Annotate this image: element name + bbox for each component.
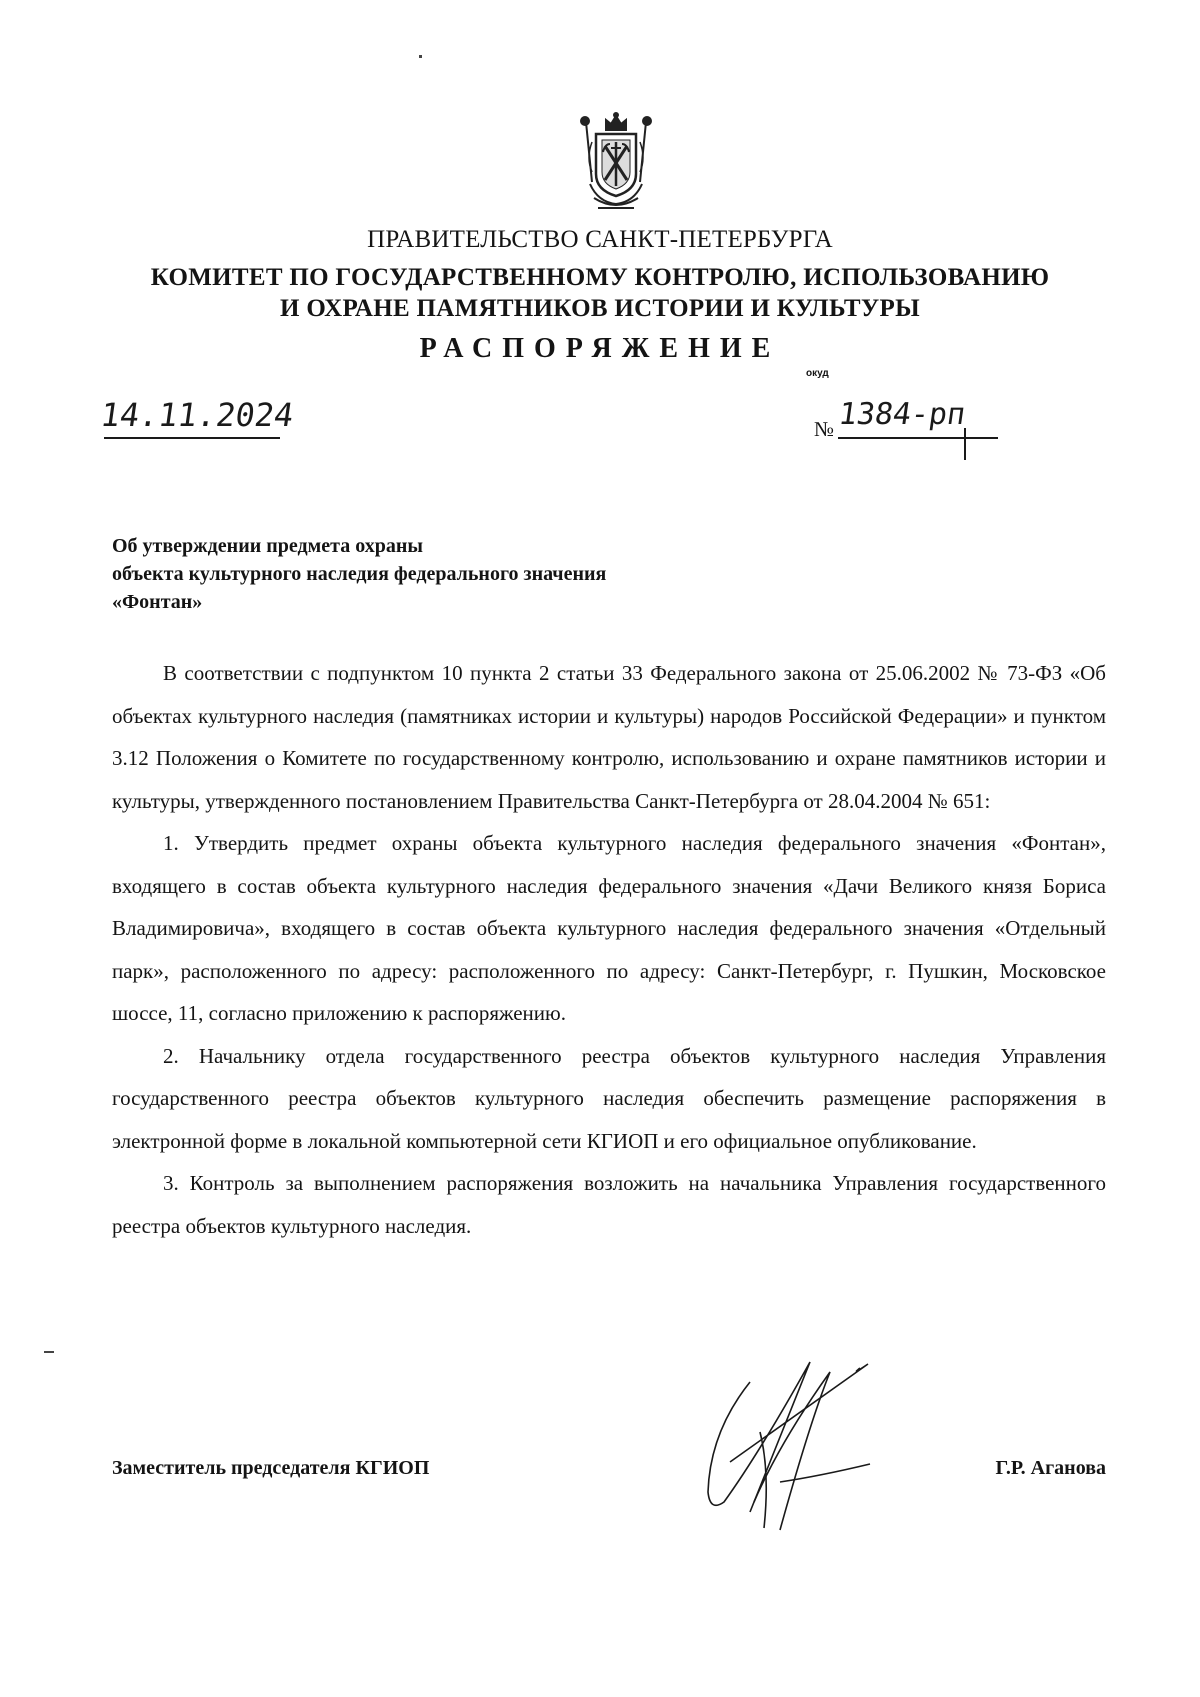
signatory-role: Заместитель председателя КГИОП — [112, 1457, 430, 1479]
signatory-name: Г.Р. Аганова — [995, 1457, 1106, 1479]
committee-title-line: И ОХРАНЕ ПАМЯТНИКОВ ИСТОРИИ И КУЛЬТУРЫ — [280, 295, 920, 322]
saint-petersburg-coat-of-arms-icon — [572, 112, 660, 216]
number-sign: № — [814, 417, 835, 441]
preamble-paragraph: В соответствии с подпунктом 10 пункта 2 статьи 33 Федерального закона от 25.06.2002 № 73-ФЗ «Об объектах культурного наследия (памятниках истории и культуры) народов Российской Федерации» и пунктом 3.12 Положения о Комитете по государственному контролю, использованию и охране памятников истории и культуры, утвержденного постановлением Правительства Санкт-Петербурга от 28.04.2004 № 651: — [112, 661, 1106, 813]
committee-title — [0, 262, 1200, 324]
clause-paragraph: 1. Утвердить предмет охраны объекта культурного наследия федерального значения «Фонтан», входящего в состав объекта культурного наследия федерального значения «Дачи Великого князя Бориса Владимировича», входящего в состав объекта культурного наследия федерального значения «Отдельный парк», расположенного по адресу: расположенного по адресу: Санкт-Петербург, г. Пушкин, Московское шоссе, 11, согласно приложению к распоряжению. — [112, 831, 1106, 1025]
subject-line: объекта культурного наследия федерального значения — [112, 563, 607, 585]
document-type-heading: РАСПОРЯЖЕНИЕ — [419, 333, 781, 364]
handwritten-number-text: 1384-рп — [836, 397, 968, 432]
scan-speck — [44, 1351, 54, 1353]
scan-speck — [419, 55, 422, 58]
handwritten-date-text: 14.11.2024 — [102, 396, 292, 434]
subject-line: «Фонтан» — [112, 591, 203, 613]
handwritten-date — [102, 392, 292, 444]
handwritten-number — [808, 392, 1008, 464]
government-title: ПРАВИТЕЛЬСТВО САНКТ-ПЕТЕРБУРГА — [367, 226, 833, 253]
subject-line: Об утверждении предмета охраны — [112, 535, 423, 557]
clause-paragraph: 2. Начальнику отдела государственного реестра объектов культурного наследия Управления государственного реестра объектов культурного наследия обеспечить размещение распоряжения в электронной форме в локальной компьютерной сети КГИОП и его официальное опубликование. — [112, 1043, 1106, 1153]
committee-title-line: КОМИТЕТ ПО ГОСУДАРСТВЕННОМУ КОНТРОЛЮ, ИСПОЛЬЗОВАНИЮ — [150, 264, 1050, 291]
document-body — [112, 652, 1106, 1247]
document-subject — [112, 532, 606, 616]
clause-paragraph: 3. Контроль за выполнением распоряжения возложить на начальника Управления государственного реестра объектов культурного наследия. — [112, 1171, 1106, 1238]
okud-label: окуд — [806, 368, 829, 379]
handwritten-signature — [690, 1352, 880, 1542]
